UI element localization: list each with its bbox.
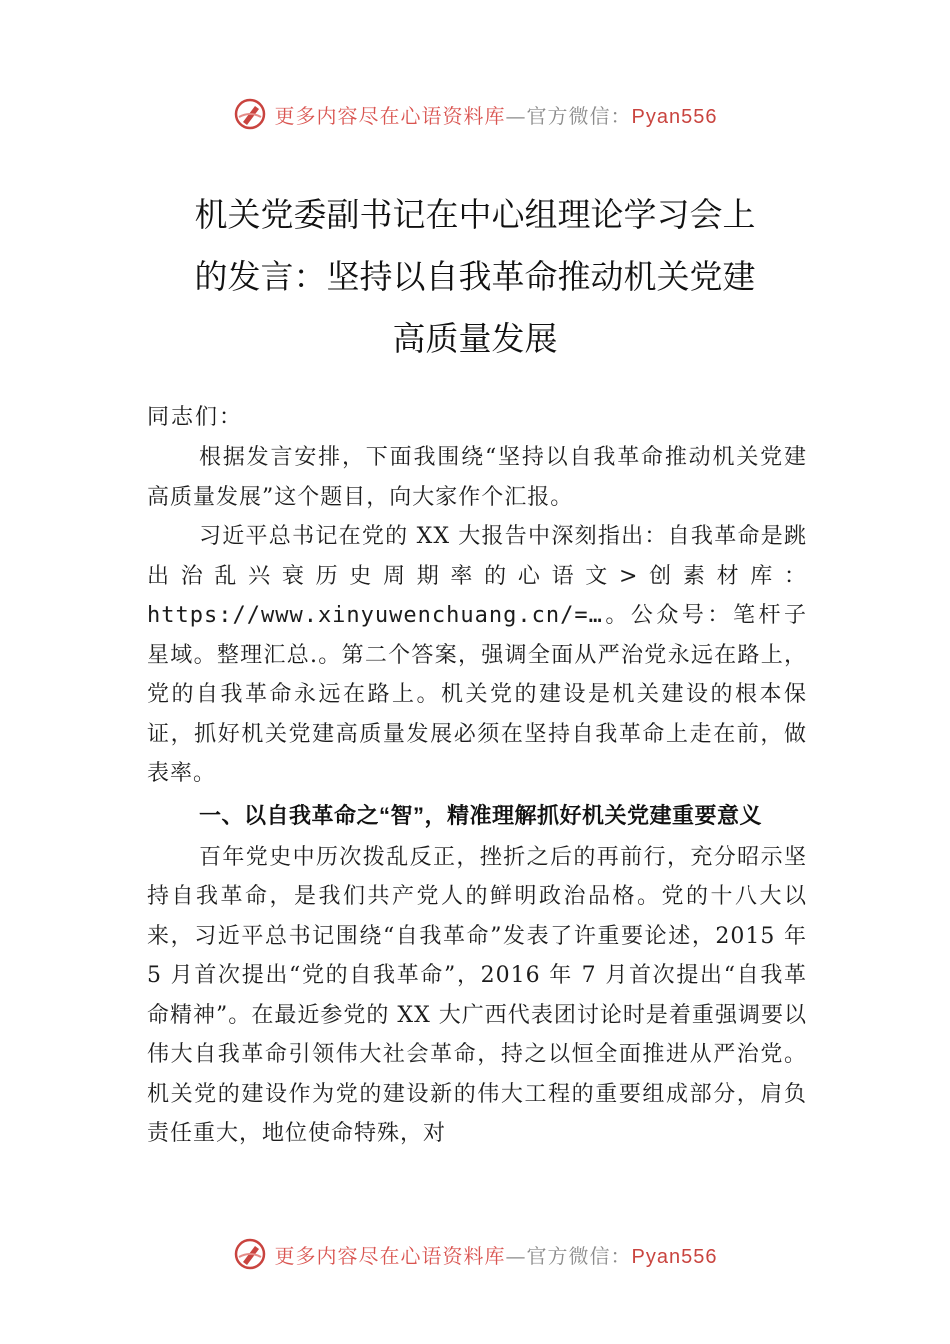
document-title	[150, 184, 800, 370]
title-line-1: 机关党委副书记在中心组理论学习会上	[194, 195, 756, 234]
paragraph-2: 习近平总书记在党的 XX 大报告中深刻指出：自我革命是跳出治乱兴衰历史周期率的心语文>创素材库：https://www.xinyuwenchuang.cn/=…。公众号：笔杆子星域。整理汇总.。第二个答案，强调全面从严治党永远在路上，党的自我革命永远在路上。机关党的建设是机关建设的根本保证，抓好机关党建高质量发展必须在坚持自我革命上走在前，做表率。	[147, 524, 807, 786]
watermark-banner-top	[0, 94, 950, 134]
salutation: 同志们：	[147, 405, 244, 430]
paragraph-1: 根据发言安排，下面我围绕“坚持以自我革命推动机关党建高质量发展”这个题目，向大家作个汇报。	[147, 445, 807, 510]
pen-logo-icon	[233, 1237, 267, 1271]
watermark-text: 更多内容尽在心语资料库—官方微信：Pyan556	[274, 1243, 718, 1268]
document-body	[147, 398, 807, 1154]
watermark-banner-bottom	[0, 1234, 950, 1274]
watermark-text: 更多内容尽在心语资料库—官方微信：Pyan556	[274, 103, 718, 128]
title-line-3: 高质量发展	[392, 319, 558, 358]
section-heading-1: 一、以自我革命之“智”，精准理解抓好机关党建重要意义	[199, 802, 763, 828]
source-url: https://www.xinyuwenchuang.cn/=…	[147, 603, 603, 628]
title-line-2: 的发言：坚持以自我革命推动机关党建	[194, 257, 756, 296]
pen-logo-icon	[233, 97, 267, 131]
paragraph-3: 百年党史中历次拨乱反正，挫折之后的再前行，充分昭示坚持自我革命，是我们共产党人的鲜明政治品格。党的十八大以来，习近平总书记围绕“自我革命”发表了许重要论述，2015 年 5 月首次提出“党的自我革命”，2016 年 7 月首次提出“自我革命精神”。在最近参党的 XX 大广西代表团讨论时是着重强调要以伟大自我革命引领伟大社会革命，持之以恒全面推进从严治党。机关党的建设作为党的建设新的伟大工程的重要组成部分，肩负责任重大，地位使命特殊，对	[147, 844, 807, 1146]
